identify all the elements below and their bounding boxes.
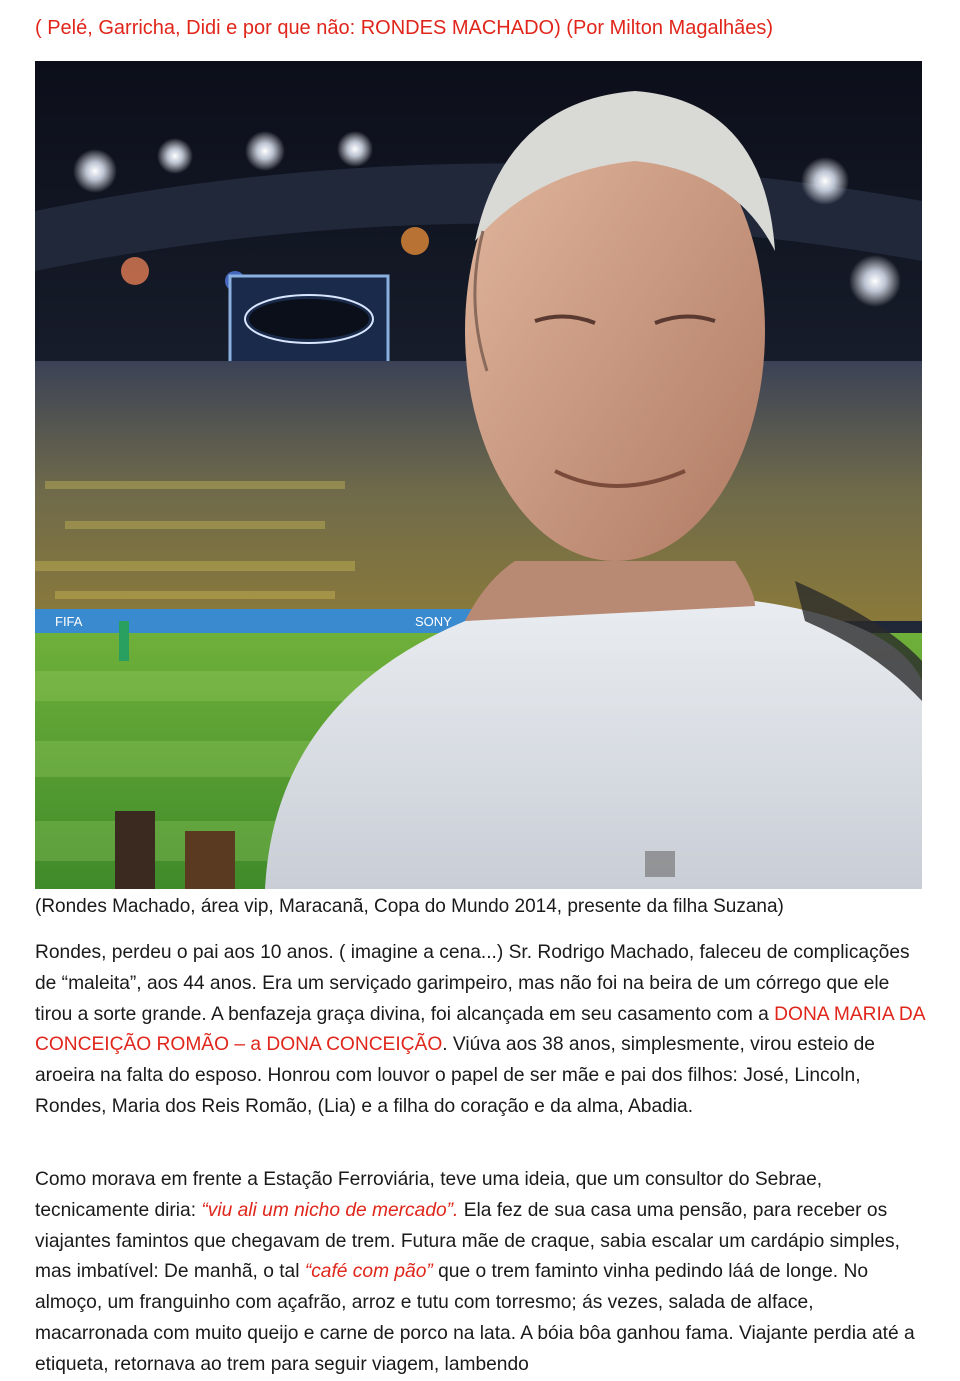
paragraph-2-text-a: Como morava em frente a Estação Ferroviária, teve uma ideia, que um consultor do Sebrae, tecnicamente diria: [35, 1169, 823, 1221]
paragraph-1-highlight: DONA MARIA DA CONCEIÇÃO ROMÃO – a DONA CONCEIÇÃO [35, 1003, 925, 1056]
article-title: ( Pelé, Garricha, Didi e por que não: RONDES MACHADO) (Por Milton Magalhães) [35, 17, 774, 39]
paragraph-2-text-e: que o trem faminto vinha pedindo láá de longe. No almoço, um franguinho com açafrão, arroz e tutu com torresmo; ás vezes, salada de alface, macarronada com muito queijo e carne de porco na lata. A bóia bôa ganhou fama. Viajante perdia até a etiqueta, retornava ao trem para seguir viagem, lambendo [35, 1261, 915, 1375]
paragraph-1-text-a: Rondes, perdeu o pai aos 10 anos. ( imagine a cena...) Sr. Rodrigo Machado, faleceu de complicações de “maleita”, aos 44 anos. Era um serviçado garimpeiro, mas não foi na beira de um córrego que ele tirou a sorte grande. A benfazeja graça divina, foi alcançada em seu casamento com a [35, 942, 910, 1025]
paragraph-2-text-c: Ela fez de sua casa uma pensão, para receber os viajantes famintos que chegavam de trem. Futura mãe de craque, sabia escalar um cardápio simples, mas imbatível: De manhã, o tal [35, 1199, 900, 1283]
paragraph-1-text-c: . Viúva aos 38 anos, simplesmente, virou esteio de aroeira na falta do esposo. Honrou com louvor o papel de ser mãe e pai dos filhos: José, Lincoln, Rondes, Maria dos Reis Romão, (Lia) e a filha do coração e da alma, Abadia. [35, 1034, 875, 1117]
photo-caption: (Rondes Machado, área vip, Maracanã, Copa do Mundo 2014, presente da filha Suzana) [35, 896, 784, 917]
paragraph-2-quote-1: “viu ali um nicho de mercado”. [201, 1199, 459, 1221]
paragraph-2-quote-2: “café com pão” [304, 1261, 433, 1283]
board-brand: SONY [415, 614, 452, 629]
paragraph-1 [35, 938, 925, 1123]
board-text: FIFA [55, 614, 83, 629]
paragraph-2 [35, 1165, 925, 1381]
article-photo [35, 61, 922, 889]
